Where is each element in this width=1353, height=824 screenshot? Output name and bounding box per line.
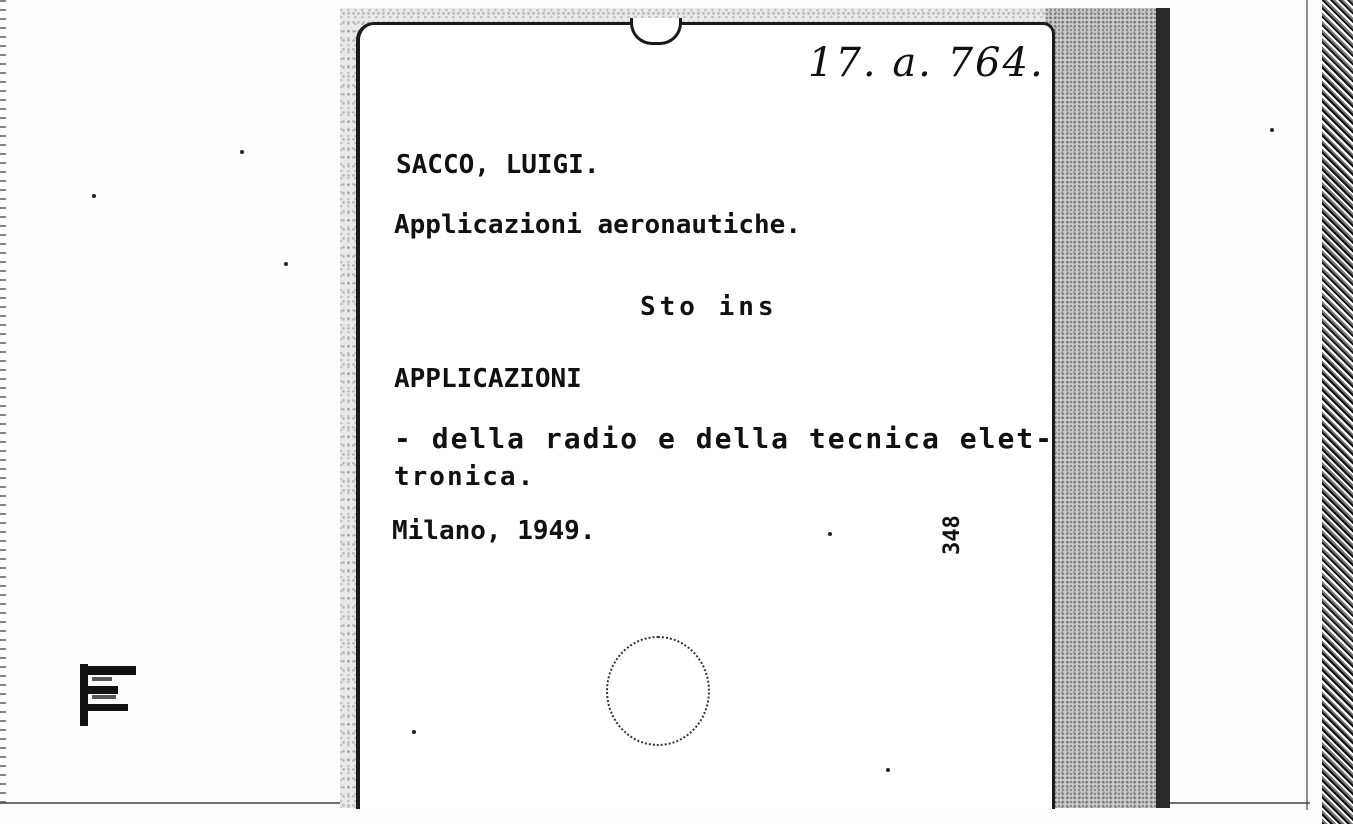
scan-speck xyxy=(240,150,244,154)
card-right-edge xyxy=(1156,8,1170,808)
scan-speck xyxy=(92,194,96,198)
shelfmark: 17. a. 764. xyxy=(808,40,1045,86)
vertical-number: 348 xyxy=(940,515,965,555)
card-series: Sto ins xyxy=(640,292,778,322)
card-imprint: Milano, 1949. xyxy=(392,516,596,546)
card-author: SACCO, LUIGI. xyxy=(396,150,600,180)
scan-right-line xyxy=(1306,0,1308,810)
card-title: Applicazioni aeronautiche. xyxy=(394,210,801,240)
scan-speck xyxy=(886,768,890,772)
scan-speck xyxy=(284,262,288,266)
scan-speck xyxy=(412,730,416,734)
scan-speck xyxy=(1270,128,1274,132)
scan-left-edge xyxy=(0,0,6,805)
scan-speck xyxy=(828,532,832,536)
card-right-band xyxy=(1045,8,1170,808)
subject-subheading-line1: - della radio e della tecnica elet- xyxy=(394,422,1055,455)
subject-subheading-line2: tronica. xyxy=(394,462,536,492)
card-punch-hole xyxy=(606,636,710,746)
stamp-logo xyxy=(80,664,138,726)
subject-heading: APPLICAZIONI xyxy=(394,364,582,394)
scan-right-border xyxy=(1322,0,1353,824)
